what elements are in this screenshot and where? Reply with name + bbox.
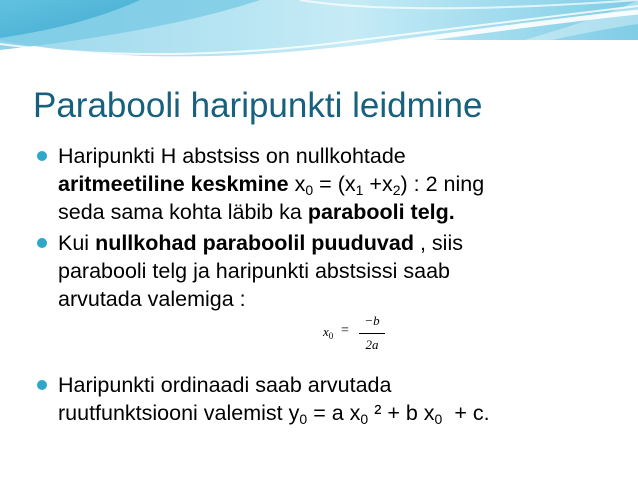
math-subscript: 2: [392, 182, 401, 198]
bullet-list: [36, 142, 616, 427]
bullet-line: Haripunkti H abstsiss on nullkohtade: [58, 144, 406, 168]
math-text: = (x: [319, 172, 356, 196]
bold-term: aritmeetiline keskmine: [58, 172, 289, 196]
line-text: ruutfunktsiooni valemist: [58, 401, 283, 425]
math-text: = a x: [313, 401, 361, 425]
bullet-dot-icon: [37, 151, 47, 161]
formula-lhs-subscript: 0: [328, 331, 334, 341]
math-subscript: 0: [434, 411, 443, 427]
vertex-formula: [321, 313, 391, 357]
bullet-dot-icon: [37, 380, 47, 390]
bullet-dot-icon: [37, 238, 47, 248]
bullet-line: arvutada valemiga :: [58, 287, 246, 311]
math-var: y: [288, 401, 300, 425]
math-subscript: 1: [355, 182, 364, 198]
bullet-line: parabooli telg ja haripunkti abstsissi saab: [58, 259, 451, 283]
bold-term: parabooli telg.: [307, 200, 455, 224]
formula-equals: =: [341, 323, 349, 338]
bullet-line: Haripunkti ordinaadi saab arvutada: [58, 373, 392, 397]
bullet-item-vertex-ordinate: [36, 371, 616, 427]
math-subscript: 0: [305, 182, 314, 198]
formula-numerator: −b: [364, 313, 380, 328]
bullet-line: [58, 399, 616, 427]
math-subscript: 0: [360, 411, 369, 427]
formula-fraction-bar: [359, 333, 385, 334]
slide-title: Parabooli haripunkti leidmine: [33, 86, 483, 125]
header-wave-banner: [0, 0, 638, 80]
formula-denominator: 2a: [365, 337, 379, 352]
bold-term: nullkohad paraboolil puuduvad: [95, 231, 414, 255]
bullet-line: [58, 229, 616, 257]
bullet-item-vertex-abscissa: [36, 142, 616, 226]
math-text: + c.: [454, 401, 490, 425]
math-text: ) : 2 ning: [400, 172, 485, 196]
line-text: seda sama kohta läbib ka: [58, 200, 302, 224]
line-text: , siis: [419, 231, 463, 255]
math-text: ² + b x: [374, 401, 435, 425]
line-text: Kui: [58, 231, 90, 255]
math-var: x: [294, 172, 306, 196]
math-text: +x: [369, 172, 393, 196]
math-subscript: 0: [299, 411, 308, 427]
bullet-line: [58, 170, 616, 198]
bullet-item-no-roots: [36, 229, 616, 313]
formula-lhs: [323, 324, 333, 340]
bullet-line: [58, 198, 616, 226]
formula-lhs-var: x: [323, 324, 329, 339]
